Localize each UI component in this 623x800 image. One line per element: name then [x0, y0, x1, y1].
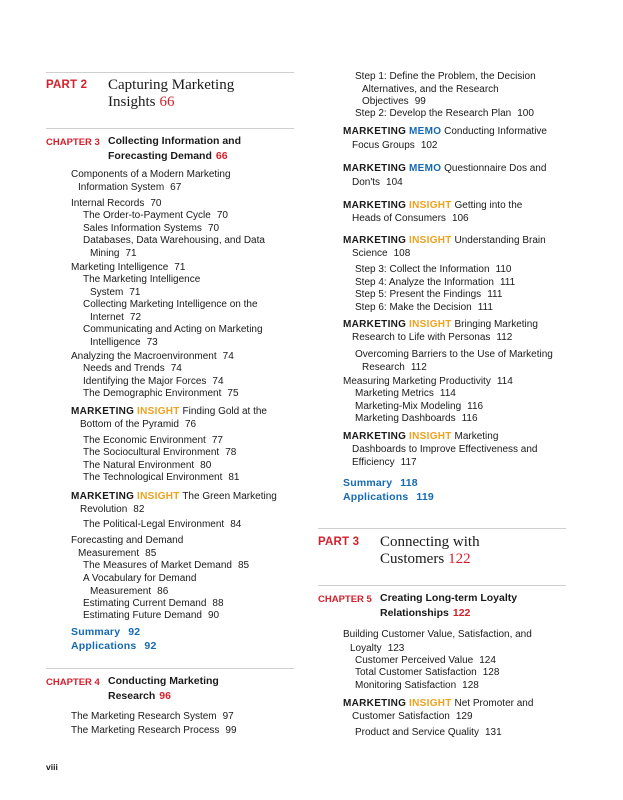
entry-text: Loyalty	[350, 642, 382, 654]
box-text: Don'ts	[352, 177, 381, 188]
toc-entry	[83, 274, 200, 299]
toc-entry	[83, 519, 241, 532]
summary-entry	[71, 626, 140, 638]
entry-text: The Natural Environment	[83, 460, 195, 471]
box-page: 108	[393, 248, 411, 259]
entry-page: 71	[129, 286, 141, 298]
chapter-title	[108, 674, 219, 703]
entry-page: 74	[222, 351, 234, 362]
toc-entry	[71, 535, 183, 560]
toc-entry	[71, 262, 185, 275]
entry-text: The Technological Environment	[83, 472, 223, 483]
entry-page: 73	[146, 336, 158, 348]
box-keyword: MARKETING	[343, 126, 407, 137]
entry-page: 111	[477, 302, 493, 313]
toc-entry	[83, 324, 263, 349]
box-text: Questionnaire Dos and	[444, 163, 547, 174]
part-label: PART 2	[46, 79, 88, 91]
part-label: PART 3	[318, 536, 360, 548]
entry-text: The Marketing Research System	[71, 711, 217, 722]
box-text: Marketing	[454, 431, 499, 442]
marketing-insight-box	[343, 318, 538, 344]
box-keyword-insight: INSIGHT	[409, 235, 452, 246]
entry-text: Step 3: Collect the Information	[355, 264, 490, 275]
entry-text: Databases, Data Warehousing, and Data	[83, 235, 265, 246]
entry-text: Building Customer Value, Satisfaction, and	[343, 629, 532, 640]
entry-page: 124	[479, 655, 496, 666]
entry-text: Customer Perceived Value	[355, 655, 474, 666]
entry-text: Measurement	[90, 585, 152, 597]
chapter-4-heading	[46, 668, 294, 705]
entry-page: 67	[170, 181, 182, 193]
entry-page: 70	[207, 223, 220, 234]
entry-text: Needs and Trends	[83, 363, 165, 374]
toc-entry	[83, 460, 211, 473]
toc-entry	[83, 610, 219, 623]
entry-page: 75	[227, 388, 239, 399]
chapter-title-line: Creating Long-term Loyalty	[380, 592, 518, 604]
box-text: Bringing Marketing	[454, 319, 538, 330]
entry-text: The Marketing Intelligence	[83, 274, 201, 285]
chapter-title-line: Collecting Information and	[108, 135, 241, 147]
entry-text: The Marketing Research Process	[71, 725, 220, 736]
entry-text: Internal Records	[71, 198, 145, 209]
box-text: The Green Marketing	[182, 491, 277, 502]
part-page: 66	[159, 94, 175, 110]
entry-page: 86	[157, 585, 169, 597]
chapter-title-line: Relationships	[380, 606, 449, 619]
left-column	[46, 0, 294, 800]
marketing-insight-box	[343, 697, 533, 723]
entry-text: A Vocabulary for Demand	[83, 573, 197, 584]
entry-text: Information System	[78, 181, 165, 193]
applications-page: 92	[144, 640, 157, 652]
entry-text: Marketing Intelligence	[71, 262, 169, 273]
box-keyword: MARKETING	[343, 200, 407, 211]
entry-text: Estimating Future Demand	[83, 610, 202, 621]
entry-text: Components of a Modern Marketing	[71, 169, 231, 180]
toc-entry	[355, 108, 534, 121]
box-keyword: MARKETING	[343, 431, 407, 442]
chapter-page: 122	[452, 606, 471, 619]
entry-text: The Sociocultural Environment	[83, 447, 220, 458]
summary-page: 118	[400, 477, 418, 489]
marketing-insight-box	[343, 430, 537, 469]
applications-page: 119	[416, 491, 434, 503]
box-page: 76	[184, 419, 197, 430]
part-title-line: Insights	[108, 94, 156, 110]
toc-entry	[83, 299, 258, 324]
chapter-title-line: Conducting Marketing	[108, 675, 219, 687]
box-text: Conducting Informative	[444, 126, 547, 137]
box-page: 129	[455, 711, 473, 722]
box-text: Dashboards to Improve Effectiveness and	[352, 444, 538, 455]
entry-text: Research	[362, 361, 405, 373]
marketing-insight-box	[71, 405, 267, 431]
part-3-heading	[318, 528, 566, 569]
toc-entry	[71, 169, 231, 194]
box-text: Efficiency	[352, 457, 395, 468]
entry-page: 70	[150, 198, 162, 209]
summary-page: 92	[128, 626, 141, 638]
box-page: 117	[400, 457, 417, 468]
part-title-line: Capturing Marketing	[108, 77, 235, 93]
entry-text: The Political-Legal Environment	[83, 519, 225, 530]
toc-entry	[83, 573, 196, 598]
box-text: Focus Groups	[352, 140, 415, 151]
chapter-label: CHAPTER 4	[46, 677, 100, 688]
entry-page: 85	[145, 547, 157, 559]
toc-entry	[355, 349, 553, 374]
box-text: Science	[352, 248, 388, 259]
toc-entry	[71, 711, 234, 724]
chapter-page: 96	[159, 689, 171, 702]
entry-text: Alternatives, and the Research	[362, 83, 499, 95]
box-keyword-memo: MEMO	[409, 126, 442, 137]
entry-text: Objectives	[362, 96, 409, 107]
entry-page: 111	[487, 289, 503, 300]
toc-entry	[355, 71, 536, 109]
box-keyword-insight: INSIGHT	[137, 491, 180, 502]
applications-entry	[71, 640, 157, 652]
toc-entry	[355, 388, 456, 401]
box-page: 104	[386, 177, 403, 188]
entry-page: 71	[125, 247, 137, 259]
entry-page: 112	[410, 361, 427, 373]
box-keyword-insight: INSIGHT	[409, 431, 452, 442]
toc-entry	[83, 447, 236, 460]
toc-entry	[355, 289, 502, 302]
toc-entry	[83, 388, 239, 401]
toc-entry	[343, 376, 513, 389]
box-keyword: MARKETING	[343, 319, 407, 330]
part-page: 122	[448, 551, 471, 567]
entry-text: Step 2: Develop the Research Plan	[355, 108, 512, 119]
box-keyword: MARKETING	[343, 235, 407, 246]
part-title	[380, 534, 480, 568]
entry-text: Intelligence	[90, 336, 141, 348]
summary-label: Summary	[71, 626, 121, 638]
entry-text: Collecting Marketing Intelligence on the	[83, 299, 258, 310]
entry-text: Monitoring Satisfaction	[355, 680, 457, 691]
chapter-title-line: Research	[108, 689, 156, 702]
entry-text: System	[90, 286, 124, 298]
entry-page: 111	[499, 277, 516, 288]
entry-page: 70	[216, 210, 228, 221]
box-text: Net Promoter and	[454, 698, 534, 709]
toc-entry	[355, 277, 515, 290]
box-keyword-insight: INSIGHT	[137, 406, 180, 417]
toc-entry	[343, 629, 532, 655]
part-title-line: Customers	[380, 551, 445, 567]
marketing-insight-box	[343, 234, 546, 260]
marketing-insight-box	[71, 490, 277, 516]
entry-text: Measuring Marketing Productivity	[343, 376, 491, 387]
toc-entry	[83, 435, 223, 448]
entry-text: Measurement	[78, 547, 140, 559]
entry-text: Step 6: Make the Decision	[355, 302, 472, 313]
box-keyword: MARKETING	[343, 698, 407, 709]
toc-entry	[83, 376, 224, 389]
entry-page: 123	[387, 642, 405, 654]
box-text: Revolution	[80, 504, 128, 515]
box-text: Finding Gold at the	[182, 406, 267, 417]
entry-text: Step 1: Define the Problem, the Decision	[355, 71, 536, 82]
entry-text: The Measures of Market Demand	[83, 560, 232, 571]
entry-text: Marketing Metrics	[355, 388, 434, 399]
chapter-label: CHAPTER 5	[318, 594, 372, 605]
toc-entry	[71, 725, 237, 738]
entry-page: 114	[439, 388, 456, 399]
right-column	[318, 0, 566, 800]
chapter-title	[108, 134, 241, 163]
part-title	[108, 77, 234, 111]
entry-text: Product and Service Quality	[355, 727, 479, 738]
chapter-title	[380, 591, 517, 620]
toc-entry	[83, 223, 219, 236]
box-text: Understanding Brain	[454, 235, 546, 246]
toc-entry	[83, 363, 182, 376]
entry-page: 80	[200, 460, 212, 471]
entry-text: Marketing Dashboards	[355, 413, 456, 424]
box-keyword: MARKETING	[71, 406, 135, 417]
entry-page: 97	[222, 711, 234, 722]
toc-entry	[355, 655, 496, 668]
entry-page: 99	[225, 725, 237, 736]
summary-label: Summary	[343, 477, 393, 489]
applications-entry	[343, 491, 434, 503]
box-keyword-insight: INSIGHT	[409, 698, 452, 709]
toc-entry	[355, 680, 479, 693]
toc-entry	[355, 302, 493, 315]
box-text: Heads of Consumers	[352, 213, 446, 224]
entry-page: 114	[496, 376, 513, 387]
entry-text: Step 4: Analyze the Information	[355, 277, 494, 288]
entry-page: 84	[230, 519, 242, 530]
box-keyword-memo: MEMO	[409, 163, 442, 174]
box-text: Getting into the	[454, 200, 523, 211]
entry-text: Marketing-Mix Modeling	[355, 401, 462, 412]
entry-text: The Order-to-Payment Cycle	[83, 210, 211, 221]
box-keyword: MARKETING	[71, 491, 135, 502]
entry-page: 110	[495, 264, 512, 275]
entry-text: Identifying the Major Forces	[83, 376, 207, 387]
box-keyword-insight: INSIGHT	[409, 200, 452, 211]
entry-text: Analyzing the Macroenvironment	[71, 351, 217, 362]
box-page: 102	[420, 140, 438, 151]
toc-entry	[83, 560, 249, 573]
entry-page: 131	[484, 727, 502, 738]
chapter-5-heading	[318, 585, 566, 622]
entry-page: 128	[482, 667, 500, 678]
entry-text: Overcoming Barriers to the Use of Marketing	[355, 349, 553, 360]
entry-page: 116	[461, 413, 478, 424]
entry-text: Estimating Current Demand	[83, 598, 207, 609]
toc-entry	[83, 598, 224, 611]
toc-entry	[71, 351, 234, 364]
entry-page: 71	[174, 262, 186, 273]
box-page: 106	[451, 213, 469, 224]
marketing-memo-box	[343, 125, 547, 152]
toc-entry	[355, 401, 483, 414]
summary-entry	[343, 477, 418, 489]
entry-text: Total Customer Satisfaction	[355, 667, 477, 678]
toc-entry	[355, 264, 511, 277]
box-keyword-insight: INSIGHT	[409, 319, 452, 330]
box-text: Research to Life with Personas	[352, 332, 491, 343]
toc-entry	[355, 667, 499, 680]
entry-text: Communicating and Acting on Marketing	[83, 324, 263, 335]
part-title-line: Connecting with	[380, 534, 480, 550]
toc-entry	[83, 235, 265, 260]
entry-text: Forecasting and Demand	[71, 535, 184, 546]
entry-text: Internet	[90, 311, 124, 323]
entry-text: Step 5: Present the Findings	[355, 289, 482, 300]
entry-page: 77	[211, 435, 223, 446]
entry-page: 74	[170, 363, 182, 374]
entry-text: Sales Information Systems	[83, 223, 202, 234]
box-page: 82	[133, 504, 145, 515]
toc-entry	[83, 472, 239, 485]
entry-page: 85	[237, 560, 250, 571]
applications-label: Applications	[71, 640, 137, 652]
entry-page: 100	[517, 108, 534, 119]
marketing-insight-box	[343, 199, 522, 225]
entry-page: 90	[207, 610, 220, 621]
entry-page: 78	[225, 447, 237, 458]
box-text: Bottom of the Pyramid	[80, 419, 179, 430]
chapter-label: CHAPTER 3	[46, 137, 100, 148]
box-page: 112	[496, 332, 513, 343]
entry-text: The Economic Environment	[83, 435, 206, 446]
marketing-memo-box	[343, 162, 546, 189]
toc-entry	[355, 727, 502, 740]
toc-entry	[71, 198, 162, 211]
toc-entry	[355, 413, 478, 426]
box-keyword: MARKETING	[343, 163, 407, 174]
applications-label: Applications	[343, 491, 409, 503]
entry-page: 74	[212, 376, 224, 387]
entry-page: 116	[467, 401, 484, 412]
entry-page: 99	[414, 96, 426, 107]
entry-page: 88	[212, 598, 224, 609]
entry-text: Mining	[90, 247, 120, 259]
chapter-title-line: Forecasting Demand	[108, 149, 212, 162]
box-text: Customer Satisfaction	[352, 711, 450, 722]
entry-page: 81	[228, 472, 240, 483]
chapter-page: 66	[215, 149, 228, 162]
chapter-3-heading	[46, 128, 294, 165]
entry-page: 128	[462, 680, 479, 691]
entry-text: The Demographic Environment	[83, 388, 222, 399]
part-2-heading	[46, 72, 294, 113]
entry-page: 72	[129, 311, 142, 323]
page-number: viii	[46, 762, 58, 772]
toc-entry	[83, 210, 228, 223]
